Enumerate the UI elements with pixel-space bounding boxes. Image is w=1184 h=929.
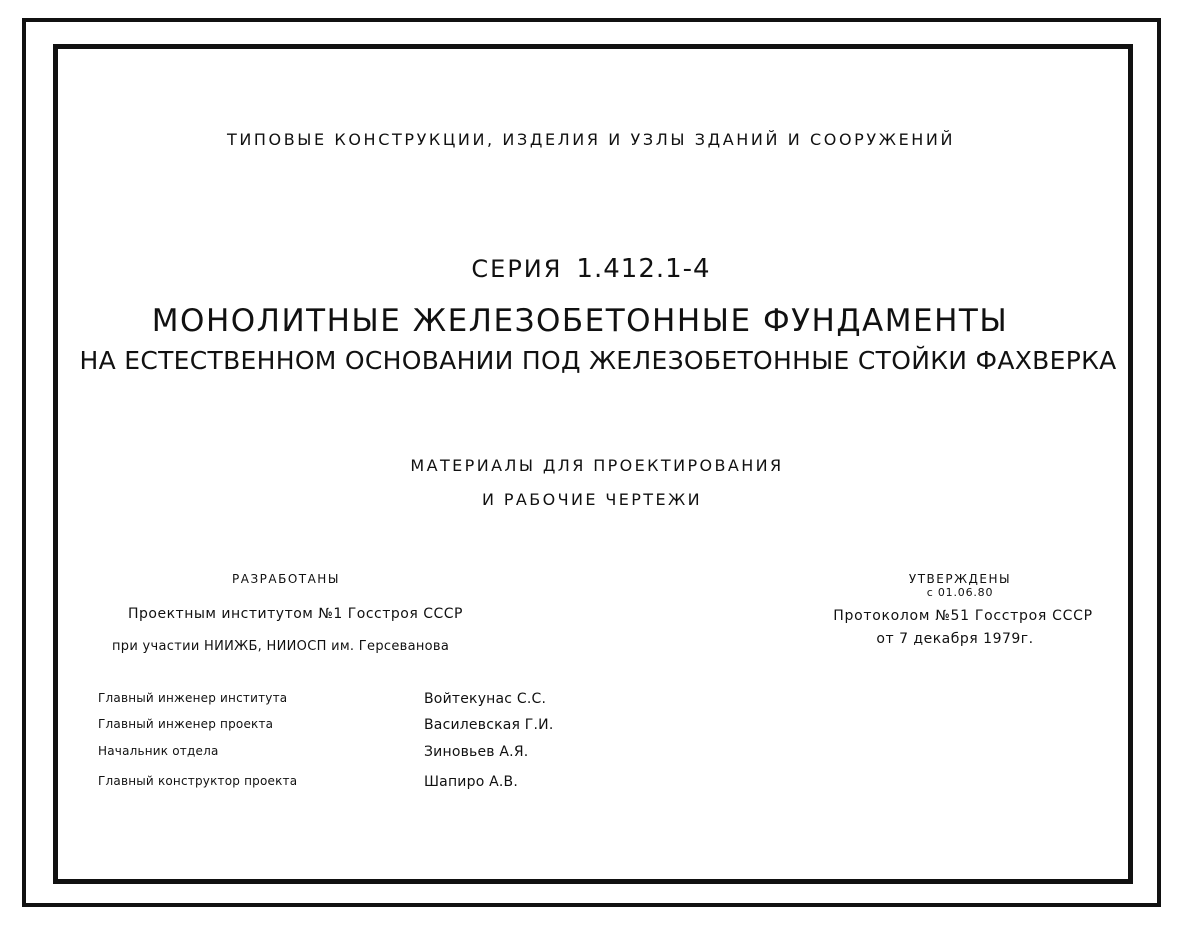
staff-role: Начальник отдела — [98, 744, 219, 758]
developed-heading: РАЗРАБОТАНЫ — [232, 572, 340, 586]
staff-role: Главный конструктор проекта — [98, 774, 298, 788]
series-line — [471, 256, 710, 282]
developed-participation-line: при участии НИИЖБ, НИИОСП им. Герсеванова — [112, 639, 450, 654]
subtitle-line-1: МАТЕРИАЛЫ ДЛЯ ПРОЕКТИРОВАНИЯ — [410, 456, 784, 475]
title-line-1: МОНОЛИТНЫЕ ЖЕЛЕЗОБЕТОННЫЕ ФУНДАМЕНТЫ — [151, 303, 1009, 339]
staff-name: Зиновьев А.Я. — [424, 744, 529, 760]
series-number: 1.412.1-4 — [576, 254, 711, 284]
approved-protocol-line: Протоколом №51 Госстроя СССР — [833, 608, 1093, 624]
staff-name: Шапиро А.В. — [424, 774, 518, 790]
approved-date-line: от 7 декабря 1979г. — [876, 631, 1034, 647]
staff-name: Войтекунас С.С. — [424, 691, 547, 707]
series-label: СЕРИЯ — [471, 255, 563, 283]
approved-heading: УТВЕРЖДЕНЫ — [908, 572, 1012, 586]
collection-header: ТИПОВЫЕ КОНСТРУКЦИИ, ИЗДЕЛИЯ И УЗЛЫ ЗДАНИЙ И СООРУЖЕНИЙ — [226, 130, 956, 149]
staff-name: Василевская Г.И. — [424, 717, 554, 733]
developed-by-line: Проектным институтом №1 Госстроя СССР — [128, 606, 463, 622]
subtitle-line-2: И РАБОЧИЕ ЧЕРТЕЖИ — [482, 490, 702, 509]
staff-role: Главный инженер проекта — [98, 717, 274, 731]
staff-role: Главный инженер института — [98, 691, 288, 705]
title-line-2: НА ЕСТЕСТВЕННОМ ОСНОВАНИИ ПОД ЖЕЛЕЗОБЕТОННЫЕ СТОЙКИ ФАХВЕРКА — [79, 346, 1117, 375]
approved-date: с 01.06.80 — [926, 586, 994, 599]
